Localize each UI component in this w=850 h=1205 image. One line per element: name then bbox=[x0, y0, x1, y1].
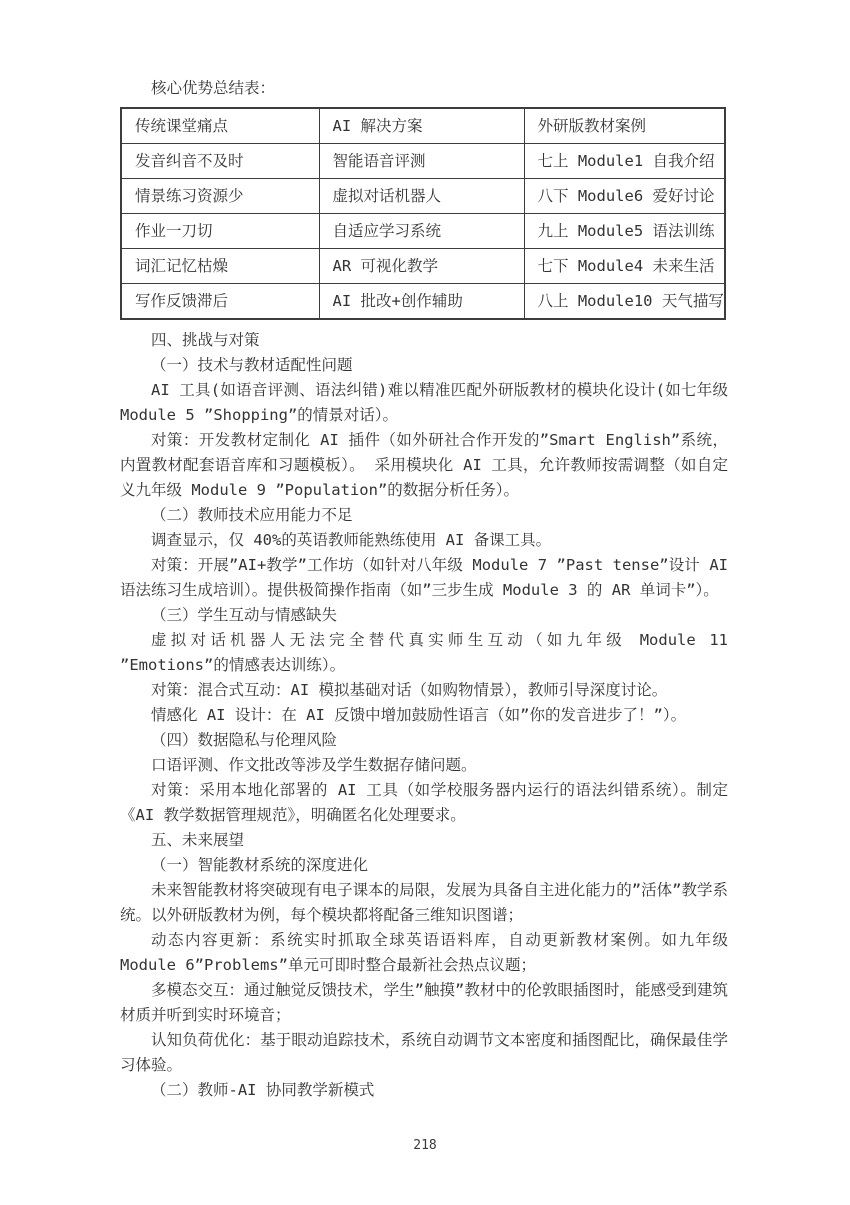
table-body bbox=[121, 144, 725, 320]
page-number: 218 bbox=[413, 1138, 437, 1153]
table-title: 核心优势总结表： bbox=[151, 79, 276, 97]
table-header-cell: 外研版教材案例 bbox=[524, 108, 725, 144]
table-header-row bbox=[121, 108, 725, 144]
summary-table bbox=[120, 107, 726, 320]
table-row bbox=[121, 284, 725, 320]
body-paragraphs bbox=[120, 328, 728, 1103]
table-cell: 虚拟对话机器人 bbox=[319, 179, 524, 214]
paragraph: 情感化 AI 设计：在 AI 反馈中增加鼓励性语言（如”你的发音进步了！”）。 bbox=[151, 706, 687, 724]
paragraph: （三）学生互动与情感缺失 bbox=[151, 606, 338, 624]
paragraph: （一）技术与教材适配性问题 bbox=[151, 356, 353, 374]
paragraph: 五、未来展望 bbox=[151, 831, 245, 849]
table-header-cell: 传统课堂痛点 bbox=[121, 108, 319, 144]
table-row bbox=[121, 144, 725, 179]
table-cell: 八上 Module10 天气描写 bbox=[524, 284, 725, 320]
paragraph: 四、挑战与对策 bbox=[151, 331, 260, 349]
paragraph: 对策：开展”AI+教学”工作坊（如针对八年级 Module 7 ”Past tense”设计 AI 语法练习生成培训）。提供极简操作指南（如”三步生成 Module 3 的 AR 单词卡”）。 bbox=[120, 556, 728, 599]
paragraph: 多模态交互：通过触觉反馈技术，学生”触摸”教材中的伦敦眼插图时，能感受到建筑材质并听到实时环境音； bbox=[120, 981, 728, 1024]
table-row bbox=[121, 214, 725, 249]
paragraph: 未来智能教材将突破现有电子课本的局限，发展为具备自主进化能力的”活体”教学系统。以外研版教材为例，每个模块都将配备三维知识图谱； bbox=[120, 881, 728, 924]
table-cell: 作业一刀切 bbox=[121, 214, 319, 249]
table-cell: 九上 Module5 语法训练 bbox=[524, 214, 725, 249]
table-cell: 发音纠音不及时 bbox=[121, 144, 319, 179]
paragraph: AI 工具(如语音评测、语法纠错)难以精准匹配外研版教材的模块化设计(如七年级 Module 5 ”Shopping”的情景对话）。 bbox=[120, 381, 728, 424]
paragraph: （四）数据隐私与伦理风险 bbox=[151, 731, 338, 749]
table-cell: 八下 Module6 爱好讨论 bbox=[524, 179, 725, 214]
table-cell: 写作反馈滞后 bbox=[121, 284, 319, 320]
table-header-cell: AI 解决方案 bbox=[319, 108, 524, 144]
paragraph: 对策：开发教材定制化 AI 插件（如外研社合作开发的”Smart English”系统，内置教材配套语音库和习题模板）。 采用模块化 AI 工具，允许教师按需调整（如自定义九年级 Module 9 ”Population”的数据分析任务）。 bbox=[120, 431, 728, 499]
table-cell: 七下 Module4 未来生活 bbox=[524, 249, 725, 284]
paragraph: 动态内容更新：系统实时抓取全球英语语料库，自动更新教材案例。如九年级 Module 6”Problems”单元可即时整合最新社会热点议题； bbox=[120, 931, 728, 974]
table-cell: AR 可视化教学 bbox=[319, 249, 524, 284]
paragraph: 认知负荷优化：基于眼动追踪技术，系统自动调节文本密度和插图配比，确保最佳学习体验。 bbox=[120, 1031, 728, 1074]
table-cell: 七上 Module1 自我介绍 bbox=[524, 144, 725, 179]
paragraph: （一）智能教材系统的深度进化 bbox=[151, 856, 369, 874]
paragraph: （二）教师技术应用能力不足 bbox=[151, 506, 353, 524]
table-row bbox=[121, 249, 725, 284]
table-cell: 词汇记忆枯燥 bbox=[121, 249, 319, 284]
table-cell: AI 批改+创作辅助 bbox=[319, 284, 524, 320]
table-cell: 智能语音评测 bbox=[319, 144, 524, 179]
table-cell: 自适应学习系统 bbox=[319, 214, 524, 249]
paragraph: 口语评测、作文批改等涉及学生数据存储问题。 bbox=[151, 756, 477, 774]
paragraph: 对策：混合式互动：AI 模拟基础对话（如购物情景），教师引导深度讨论。 bbox=[151, 681, 668, 699]
table-cell: 情景练习资源少 bbox=[121, 179, 319, 214]
paragraph: （二）教师-AI 协同教学新模式 bbox=[151, 1081, 375, 1099]
paragraph: 调查显示，仅 40%的英语教师能熟练使用 AI 备课工具。 bbox=[151, 531, 552, 549]
paragraph: 对策：采用本地化部署的 AI 工具（如学校服务器内运行的语法纠错系统）。制定《AI 教学数据管理规范》，明确匿名化处理要求。 bbox=[120, 781, 728, 824]
table-row bbox=[121, 179, 725, 214]
paragraph: 虚拟对话机器人无法完全替代真实师生互动（如九年级 Module 11 ”Emotions”的情感表达训练）。 bbox=[120, 631, 728, 674]
